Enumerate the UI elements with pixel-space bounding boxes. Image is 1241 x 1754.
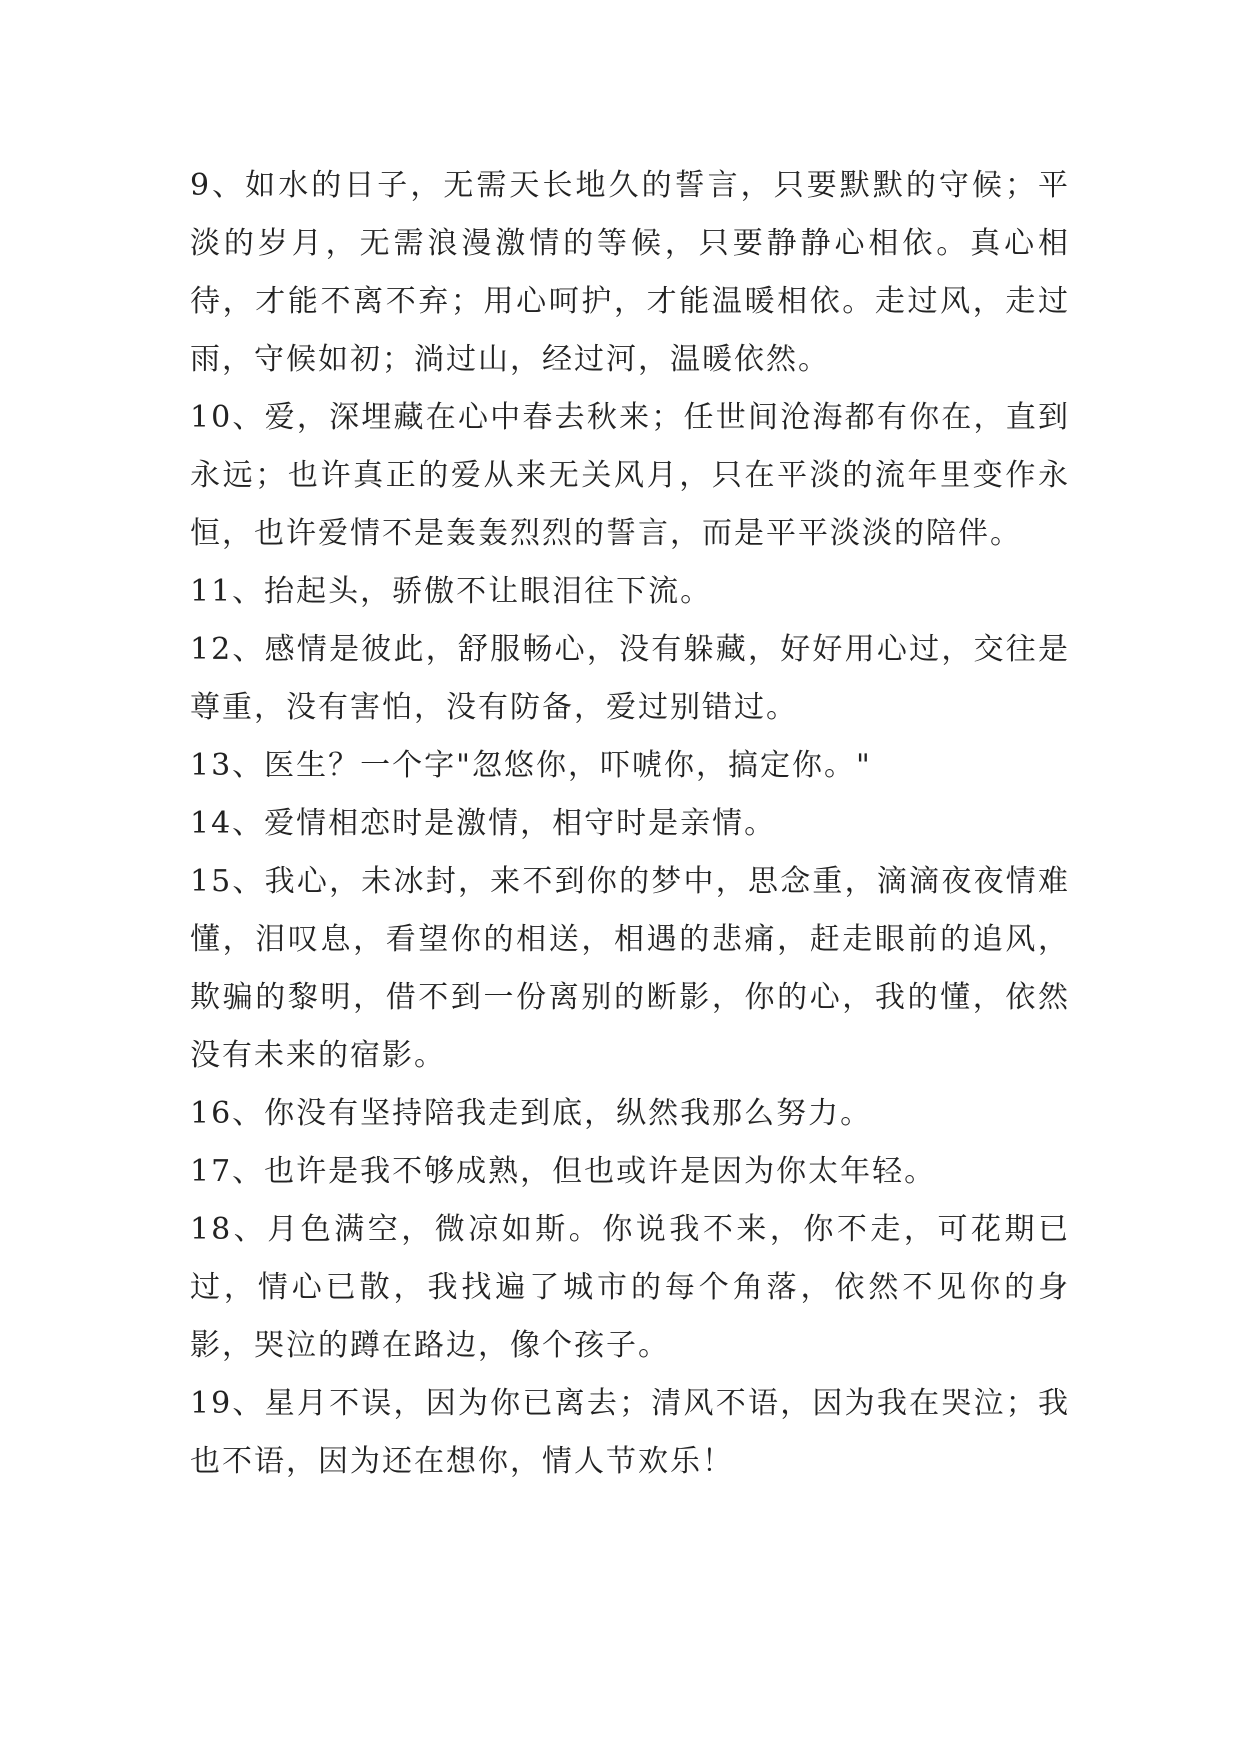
paragraph-18: 18、月色满空，微凉如斯。你说我不来，你不走，可花期已过，情心已散，我找遍了城市的每个角落，依然不见你的身影，哭泣的蹲在路边，像个孩子。 — [190, 1212, 1070, 1363]
paragraph-19: 19、星月不误，因为你已离去；清风不语，因为我在哭泣；我也不语，因为还在想你，情人节欢乐！ — [190, 1386, 1070, 1479]
paragraph-17: 17、也许是我不够成熟，但也或许是因为你太年轻。 — [190, 1154, 937, 1189]
paragraph-15: 15、我心，未冰封，来不到你的梦中，思念重，滴滴夜夜情难懂，泪叹息，看望你的相送，相遇的悲痛，赶走眼前的追风，欺骗的黎明，借不到一份离别的断影，你的心，我的懂，依然没有未来的宿影。 — [190, 864, 1070, 1073]
document-body — [190, 157, 1070, 1491]
paragraph-12: 12、感情是彼此，舒服畅心，没有躲藏，好好用心过，交往是尊重，没有害怕，没有防备，爱过别错过。 — [190, 632, 1070, 725]
paragraph-14: 14、爱情相恋时是激情，相守时是亲情。 — [190, 806, 777, 841]
paragraph-9: 9、如水的日子，无需天长地久的誓言，只要默默的守候；平淡的岁月，无需浪漫激情的等候，只要静静心相依。真心相待，才能不离不弃；用心呵护，才能温暖相依。走过风，走过雨，守候如初；淌过山，经过河，温暖依然。 — [190, 168, 1070, 377]
paragraph-13: 13、医生？一个字"忽悠你，吓唬你，搞定你。" — [190, 748, 872, 783]
paragraph-11: 11、抬起头，骄傲不让眼泪往下流。 — [190, 574, 713, 609]
paragraph-10: 10、爱，深埋藏在心中春去秋来；任世间沧海都有你在，直到永远；也许真正的爱从来无关风月，只在平淡的流年里变作永恒，也许爱情不是轰轰烈烈的誓言，而是平平淡淡的陪伴。 — [190, 400, 1070, 551]
paragraph-16: 16、你没有坚持陪我走到底，纵然我那么努力。 — [190, 1096, 873, 1131]
